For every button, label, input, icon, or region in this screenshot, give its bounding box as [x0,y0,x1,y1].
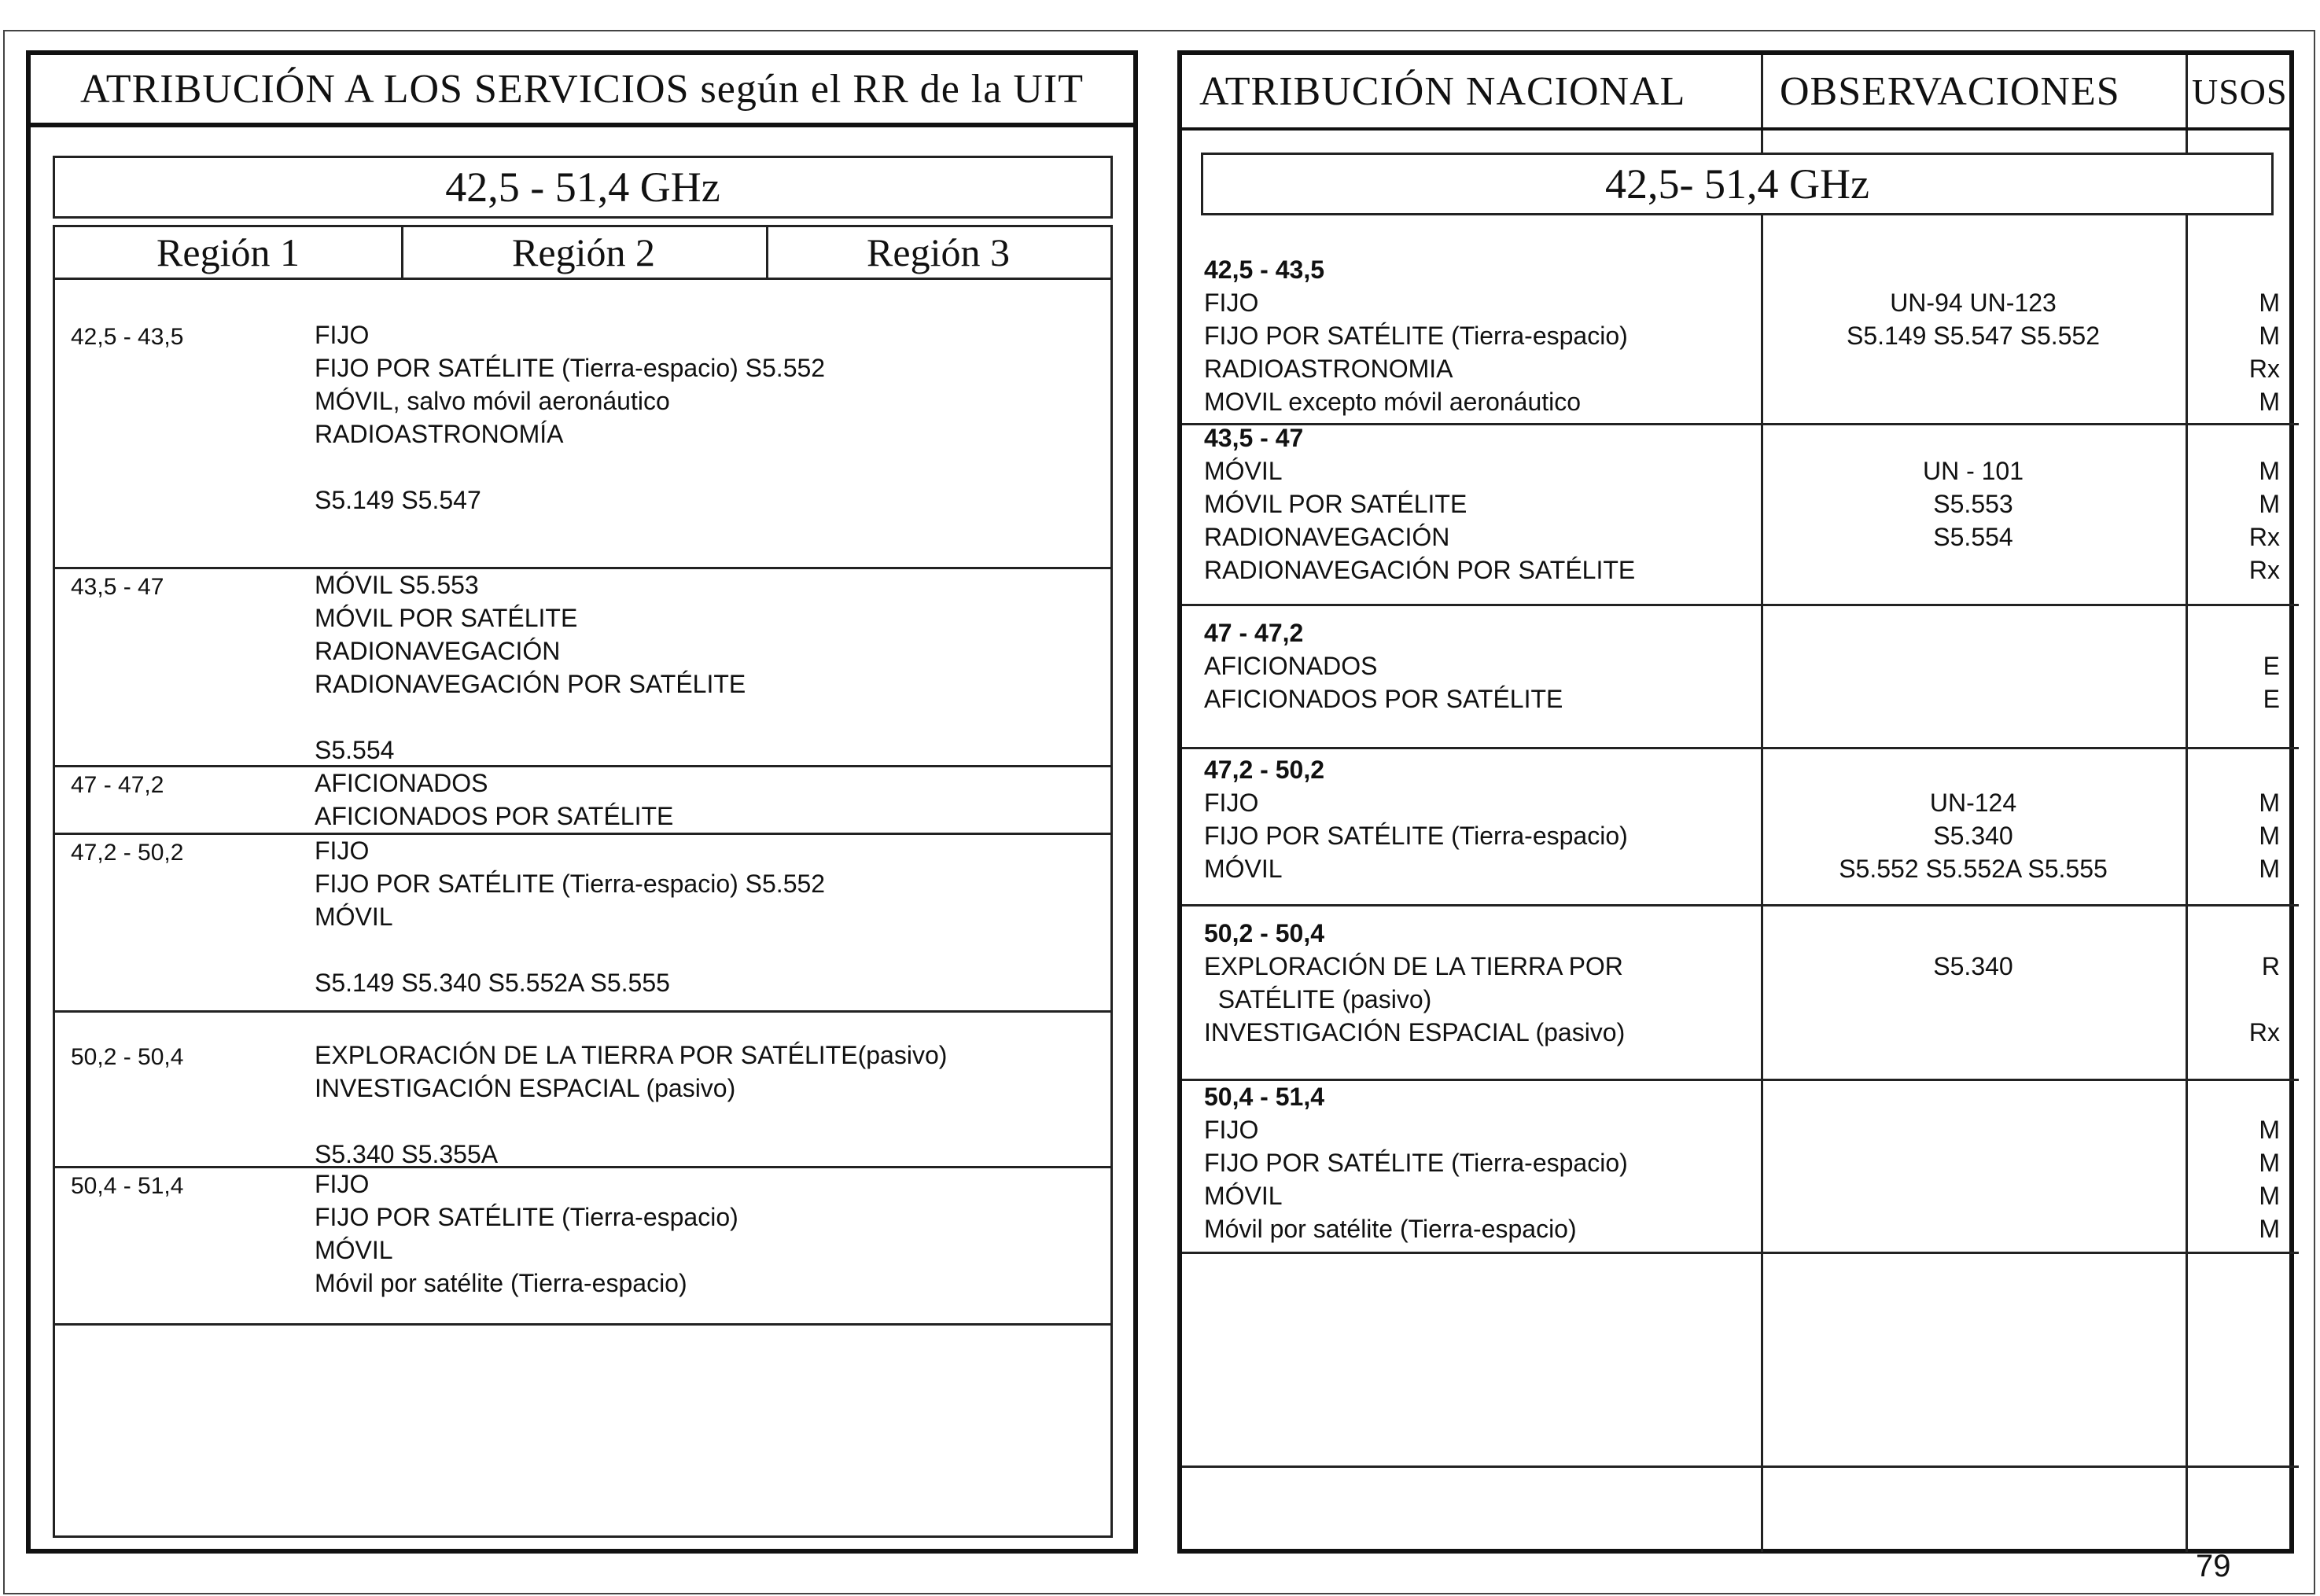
national-row-usos: M M Rx Rx [2248,457,2280,584]
itu-allocation-title: ATRIBUCIÓN A LOS SERVICIOS según el RR de la UIT [31,55,1133,127]
region-header-rule [55,278,1110,280]
national-row-services: 47,2 - 50,2 FIJO FIJO POR SATÉLITE (Tierra-espacio) MÓVIL [1204,756,1628,883]
national-row-usos: R Rx [2248,952,2280,1046]
national-row-observations: UN-94 UN-123 S5.149 S5.547 S5.552 [1846,289,2101,350]
itu-row-range: 47 - 47,2 [71,772,164,798]
national-row-usos: M M Rx M [2248,289,2280,416]
itu-row-separator [55,1323,1110,1326]
national-row-usos: M M M M [2259,1116,2280,1243]
region-2-header: Región 2 [512,230,655,274]
national-band-header: 42,5- 51,4 GHz [1201,153,2274,215]
itu-row-services: EXPLORACIÓN DE LA TIERRA POR SATÉLITE(pasivo) INVESTIGACIÓN ESPACIAL (pasivo) S5.340 S5.355A [315,1041,948,1168]
itu-row-services: FIJO FIJO POR SATÉLITE (Tierra-espacio) S5.552 MÓVIL, salvo móvil aeronáutico RADIOASTRONOMÍA S5.149 S5.547 [315,321,826,514]
national-row-separator [1182,747,2299,749]
region-3-header: Región 3 [867,230,1010,274]
national-row-separator [1182,604,2299,606]
national-row-services: 47 - 47,2 AFICIONADOS AFICIONADOS POR SATÉLITE [1204,619,1563,713]
title-rule [1182,127,2289,131]
national-row-separator [1182,1252,2299,1254]
page-number: 79 [2196,1549,2231,1583]
national-row-services: 50,4 - 51,4 FIJO FIJO POR SATÉLITE (Tierra-espacio) MÓVIL Móvil por satélite (Tierra-espacio) [1204,1083,1628,1243]
itu-row-services: FIJO FIJO POR SATÉLITE (Tierra-espacio) S5.552 MÓVIL S5.149 S5.340 S5.552A S5.555 [315,837,826,997]
national-row-observations: UN-124 S5.340 S5.552 S5.552A S5.555 [1839,789,2108,883]
itu-row-range: 50,2 - 50,4 [71,1044,184,1070]
national-row-services: 50,2 - 50,4 EXPLORACIÓN DE LA TIERRA POR SATÉLITE (pasivo) INVESTIGACIÓN ESPACIAL (pasivo) [1204,919,1626,1046]
region-1-header: Región 1 [157,230,300,274]
itu-row-range: 43,5 - 47 [71,574,164,600]
national-row-observations: S5.340 [1933,952,2013,980]
itu-allocation-panel [26,50,1138,1554]
itu-row-services: AFICIONADOS AFICIONADOS POR SATÉLITE [315,769,674,830]
usos-title: USOS [2192,71,2288,112]
national-row-usos: M M M [2259,789,2280,883]
national-row-separator [1182,1465,2299,1468]
national-row-services: 42,5 - 43,5 FIJO FIJO POR SATÉLITE (Tierra-espacio) RADIOASTRONOMIA MOVIL excepto móvil aeronáutico [1204,256,1628,416]
national-allocation-title: ATRIBUCIÓN NACIONAL [1199,68,1686,114]
itu-row-separator [55,1010,1110,1013]
itu-row-range: 50,4 - 51,4 [71,1173,184,1199]
itu-band-header: 42,5 - 51,4 GHz [53,156,1113,219]
observations-title: OBSERVACIONES [1780,68,2120,114]
national-row-separator [1182,904,2299,906]
national-allocation-panel [1177,50,2294,1554]
itu-row-services: MÓVIL S5.553 MÓVIL POR SATÉLITE RADIONAVEGACIÓN RADIONAVEGACIÓN POR SATÉLITE S5.554 [315,571,746,764]
itu-row-range: 42,5 - 43,5 [71,324,184,350]
itu-row-range: 47,2 - 50,2 [71,840,184,866]
itu-row-services: FIJO FIJO POR SATÉLITE (Tierra-espacio) MÓVIL Móvil por satélite (Tierra-espacio) [315,1170,738,1297]
national-row-observations: UN - 101 S5.553 S5.554 [1922,457,2024,551]
national-row-usos: E E [2263,652,2280,713]
itu-region-table [53,225,1113,1538]
national-row-services: 43,5 - 47 MÓVIL MÓVIL POR SATÉLITE RADIONAVEGACIÓN RADIONAVEGACIÓN POR SATÉLITE [1204,424,1636,584]
